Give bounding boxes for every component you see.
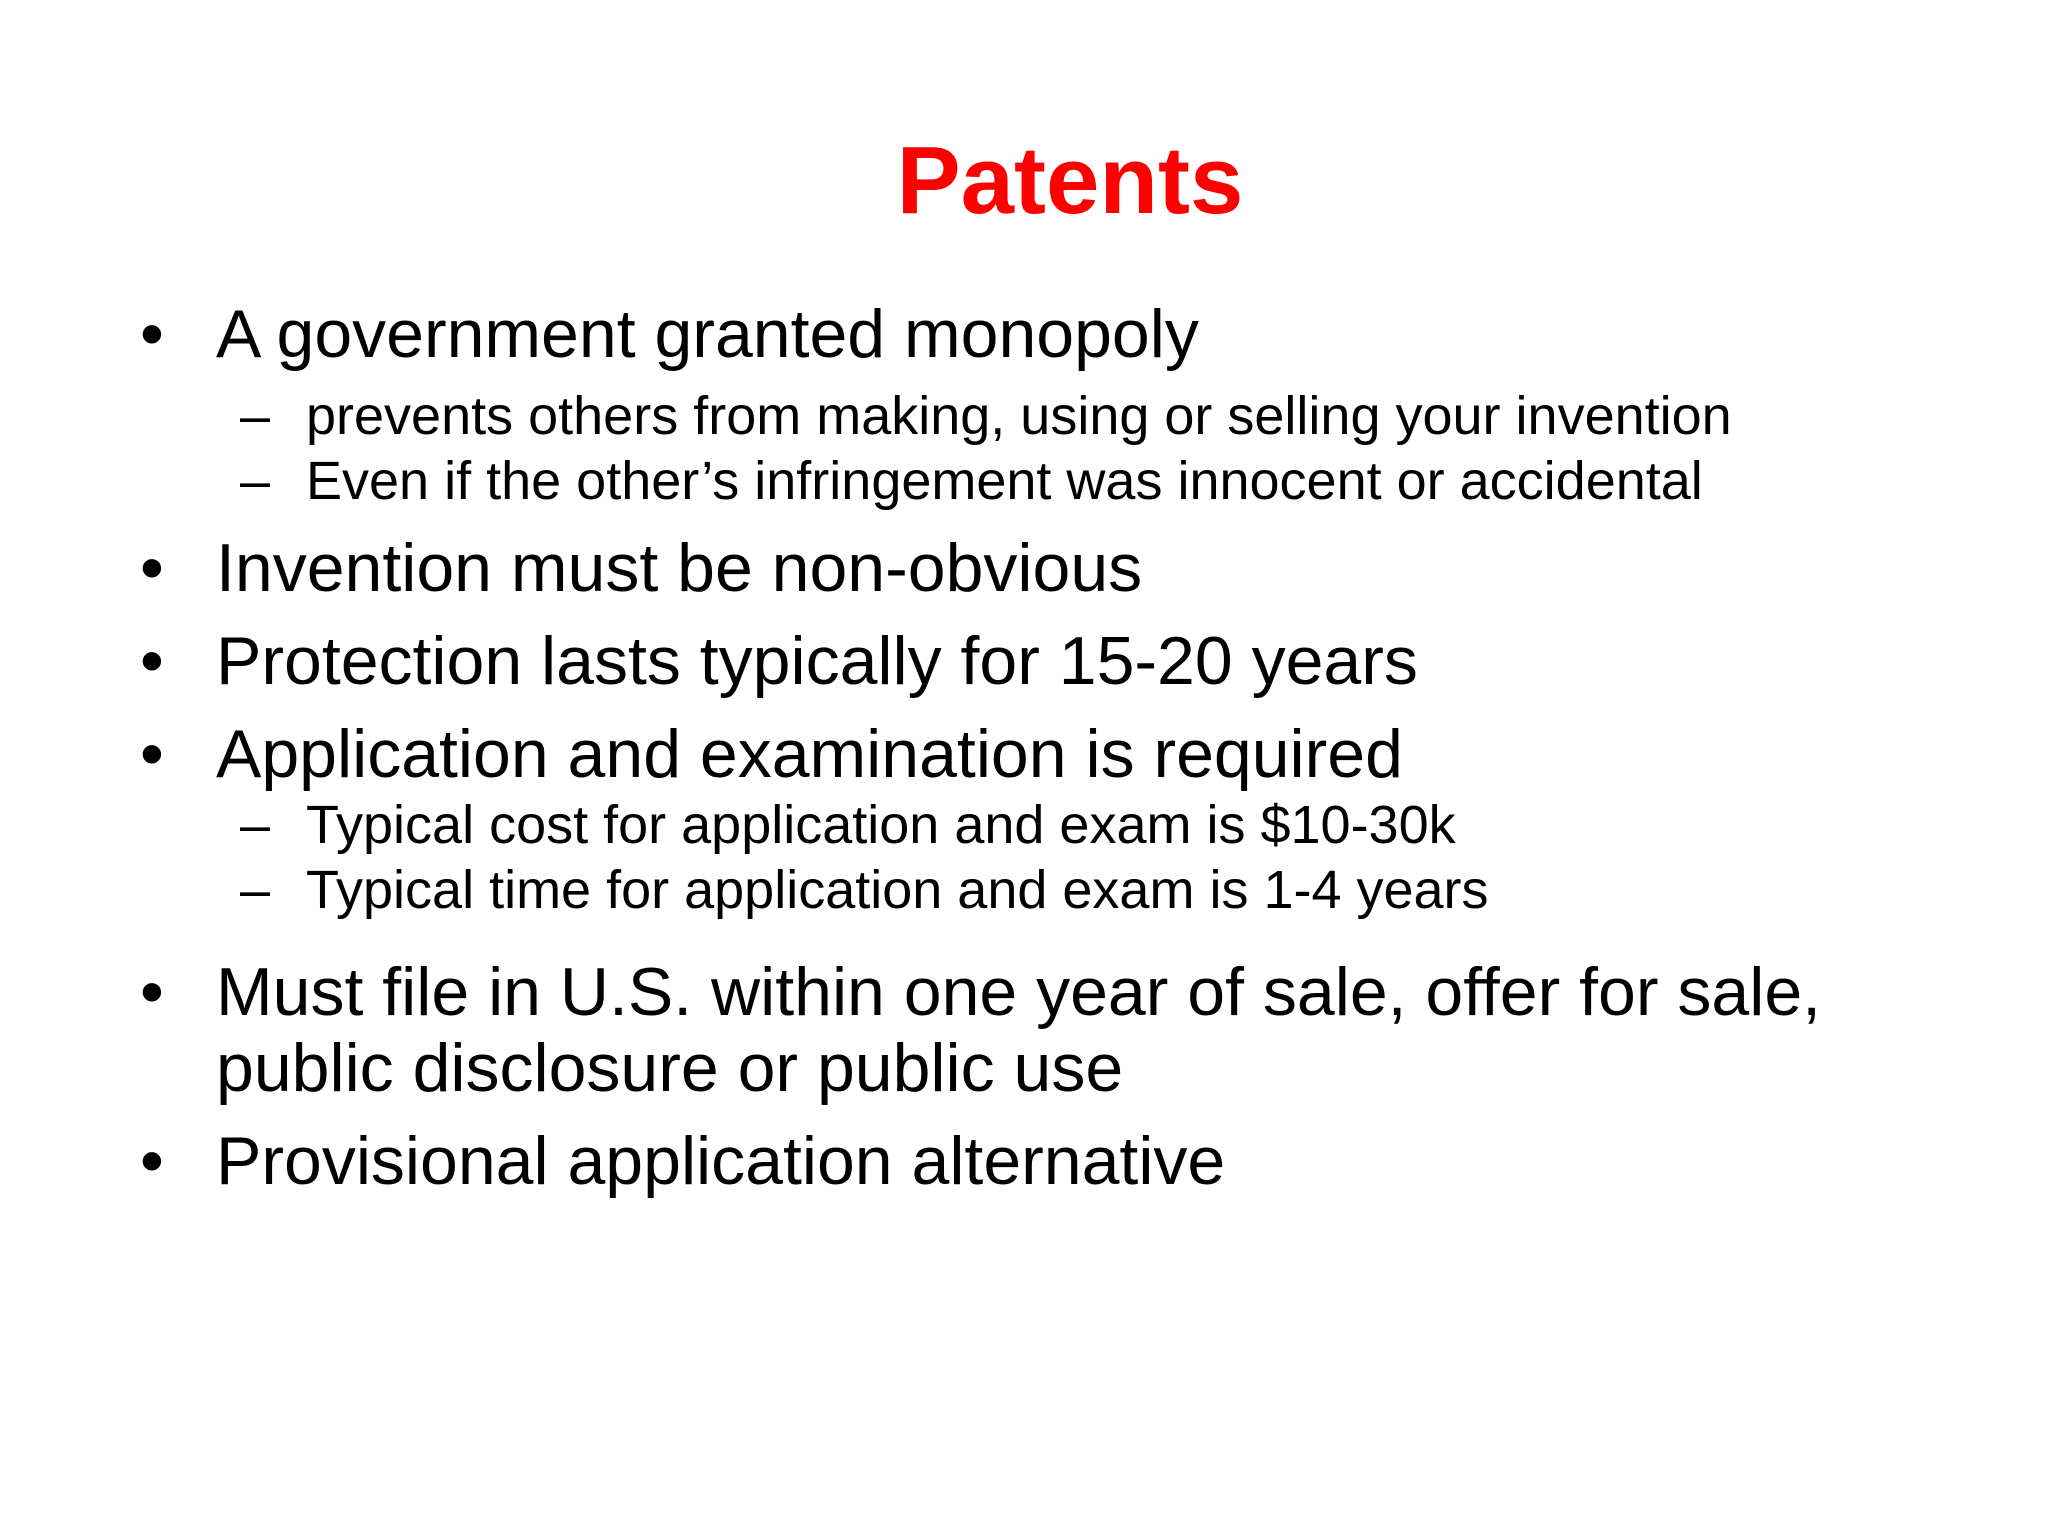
- bullet-item-provisional-application: [140, 1123, 1226, 1199]
- subitem-prevents-others: [240, 384, 1732, 448]
- bullet-text-line2: public disclosure or public use: [216, 1030, 1124, 1106]
- bullet-item-protection-duration: [140, 623, 1418, 699]
- bullet-item-filing-deadline-continued: [216, 1030, 1123, 1106]
- subitem-text: Even if the other’s infringement was innocent or accidental: [306, 451, 1703, 511]
- subitem-text: prevents others from making, using or selling your invention: [306, 386, 1732, 446]
- subitem-innocent-infringement: [240, 449, 1703, 513]
- dash-icon: –: [240, 795, 271, 855]
- bullet-icon: •: [140, 623, 164, 699]
- bullet-icon: •: [140, 954, 164, 1030]
- subitem-typical-time: [240, 858, 1489, 922]
- bullet-text: A government granted monopoly: [216, 296, 1199, 372]
- bullet-icon: •: [140, 1123, 164, 1199]
- subitem-typical-cost: [240, 793, 1456, 857]
- bullet-text: Protection lasts typically for 15-20 years: [216, 623, 1418, 699]
- dash-icon: –: [240, 451, 271, 511]
- bullet-icon: •: [140, 530, 164, 606]
- bullet-item-monopoly: [140, 296, 1199, 372]
- dash-icon: –: [240, 386, 271, 446]
- subitem-text: Typical cost for application and exam is $10-30k: [306, 795, 1456, 855]
- bullet-icon: •: [140, 296, 164, 372]
- dash-icon: –: [240, 860, 271, 920]
- bullet-icon: •: [140, 716, 164, 792]
- bullet-text-line1: Must file in U.S. within one year of sale, offer for sale,: [216, 954, 1822, 1030]
- bullet-item-non-obvious: [140, 530, 1143, 606]
- bullet-text: Provisional application alternative: [216, 1123, 1226, 1199]
- bullet-item-filing-deadline: [140, 954, 1822, 1030]
- bullet-text: Application and examination is required: [216, 716, 1403, 792]
- subitem-text: Typical time for application and exam is 1-4 years: [306, 860, 1489, 920]
- slide-title: Patents: [896, 127, 1244, 234]
- bullet-text: Invention must be non-obvious: [216, 530, 1143, 606]
- bullet-item-application-examination: [140, 716, 1403, 792]
